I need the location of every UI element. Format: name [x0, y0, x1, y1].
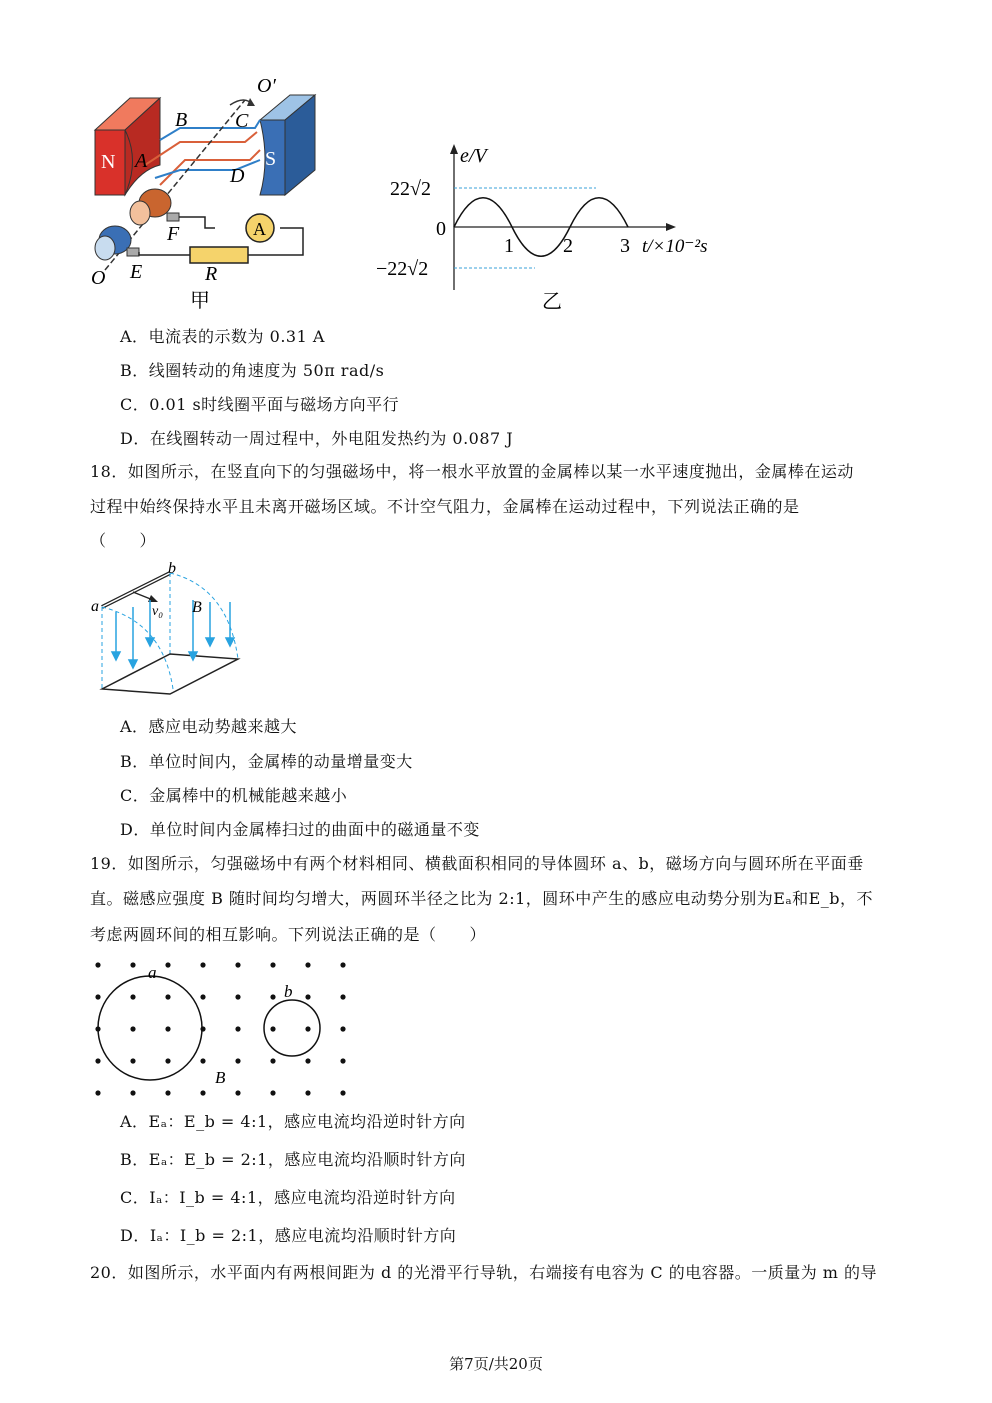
field-dot — [95, 1058, 100, 1063]
field-dot — [340, 1090, 345, 1095]
svg-text:b: b — [284, 982, 293, 1001]
falling-rod-figure — [88, 562, 248, 704]
y-bottom-label: −22√2 — [376, 258, 429, 280]
label-N: N — [101, 151, 116, 173]
page-footer: 第7页/共20页 — [449, 1355, 543, 1373]
q19-stem-line2: 直。磁感应强度 B 随时间均匀增大，两圆环半径之比为 2:1，圆环中产生的感应电动势分别为Eₐ和E_b，不 — [90, 889, 874, 908]
svg-text:D: D — [230, 165, 245, 187]
field-dot — [95, 994, 100, 999]
field-dot — [165, 1026, 170, 1031]
q19-option-b: B．Eₐ：E_b = 2:1，感应电流均沿顺时针方向 — [120, 1150, 466, 1169]
field-dot — [235, 1058, 240, 1063]
x-tick-2: 2 — [563, 235, 573, 257]
q17-option-a: A．电流表的示数为 0.31 A — [120, 327, 325, 346]
y-axis-label: e/V — [460, 145, 487, 167]
q19-option-a: A．Eₐ：E_b = 4:1，感应电流均沿逆时针方向 — [120, 1112, 466, 1131]
q18-option-b: B．单位时间内，金属棒的动量增量变大 — [120, 752, 413, 771]
field-dot — [130, 962, 135, 967]
field-dot — [235, 962, 240, 967]
svg-text:B: B — [215, 1068, 226, 1087]
q19-option-c: C．Iₐ：I_b = 4:1，感应电流均沿逆时针方向 — [120, 1188, 456, 1207]
svg-text:R: R — [205, 263, 218, 285]
q19-option-d: D．Iₐ：I_b = 2:1，感应电流均沿顺时针方向 — [120, 1226, 457, 1245]
x-tick-3: 3 — [620, 235, 630, 257]
field-dot — [165, 1090, 170, 1095]
field-dot — [200, 962, 205, 967]
q19-stem-line1: 19．如图所示，匀强磁场中有两个材料相同、横截面积相同的导体圆环 a、b，磁场方向与圆环所在平面垂 — [90, 854, 864, 873]
field-dot — [305, 994, 310, 999]
q18-option-a: A．感应电动势越来越大 — [120, 717, 298, 736]
q17-option-b: B．线圈转动的角速度为 50π rad/s — [120, 361, 385, 380]
field-dot — [270, 1090, 275, 1095]
q18-stem-line3: （ ） — [90, 531, 157, 550]
emf-waveform-figure — [370, 140, 730, 315]
q18-stem-line2: 过程中始终保持水平且未离开磁场区域。不计空气阻力，金属棒在运动过程中，下列说法正确的是 — [90, 497, 800, 516]
svg-text:v₀: v₀ — [152, 604, 164, 619]
label-S: S — [265, 148, 277, 170]
field-dot — [340, 994, 345, 999]
y-top-label: 22√2 — [390, 178, 431, 200]
svg-text:F: F — [167, 223, 180, 245]
label-ammeter: A — [253, 219, 266, 239]
field-dot — [235, 1090, 240, 1095]
svg-text:a: a — [91, 598, 99, 615]
field-dot — [305, 962, 310, 967]
caption-jia: 甲 — [190, 290, 210, 312]
field-dot — [340, 962, 345, 967]
field-dot — [235, 1026, 240, 1031]
field-dot — [305, 1058, 310, 1063]
svg-text:B: B — [192, 599, 202, 616]
generator-figure — [85, 70, 325, 315]
field-dot — [270, 1058, 275, 1063]
field-dot — [270, 994, 275, 999]
svg-text:b: b — [168, 562, 176, 577]
field-dot — [165, 1058, 170, 1063]
x-axis-label: t/×10⁻²s — [642, 236, 708, 257]
q18-option-c: C．金属棒中的机械能越来越小 — [120, 786, 348, 805]
svg-text:O′: O′ — [257, 75, 276, 97]
field-dot — [270, 1026, 275, 1031]
svg-text:a: a — [148, 963, 157, 982]
q19-stem-line3: 考虑两圆环间的相互影响。下列说法正确的是（ ） — [90, 925, 487, 944]
field-dot — [270, 962, 275, 967]
x-tick-1: 1 — [504, 235, 514, 257]
field-dot — [340, 1058, 345, 1063]
field-dot — [200, 994, 205, 999]
field-dot — [305, 1026, 310, 1031]
q18-stem-line1: 18．如图所示，在竖直向下的匀强磁场中，将一根水平放置的金属棒以某一水平速度抛出，金属棒在运动 — [90, 462, 854, 481]
field-dot — [165, 962, 170, 967]
field-dot — [200, 1090, 205, 1095]
svg-text:E: E — [130, 261, 143, 283]
ring-a — [98, 976, 202, 1080]
field-dot — [130, 1090, 135, 1095]
svg-text:C: C — [235, 110, 249, 132]
caption-yi: 乙 — [542, 291, 562, 313]
q17-option-d: D．在线圈转动一周过程中，外电阻发热约为 0.087 J — [120, 429, 514, 448]
field-dot — [340, 1026, 345, 1031]
svg-text:O: O — [91, 267, 106, 289]
svg-text:A: A — [135, 150, 148, 172]
origin-label: 0 — [436, 218, 446, 240]
field-dot — [130, 994, 135, 999]
field-dot — [235, 994, 240, 999]
field-dot — [305, 1090, 310, 1095]
q18-option-d: D．单位时间内金属棒扫过的曲面中的磁通量不变 — [120, 820, 480, 839]
field-dot — [95, 962, 100, 967]
two-rings-figure — [88, 955, 358, 1100]
field-dot — [130, 1058, 135, 1063]
q20-stem-line1: 20．如图所示，水平面内有两根间距为 d 的光滑平行导轨，右端接有电容为 C 的电容器。一质量为 m 的导 — [90, 1263, 878, 1282]
field-dot — [130, 1026, 135, 1031]
q17-option-c: C．0.01 s时线圈平面与磁场方向平行 — [120, 395, 400, 414]
svg-text:B: B — [175, 109, 188, 131]
field-dot — [95, 1090, 100, 1095]
field-dot — [165, 994, 170, 999]
field-dot — [200, 1058, 205, 1063]
